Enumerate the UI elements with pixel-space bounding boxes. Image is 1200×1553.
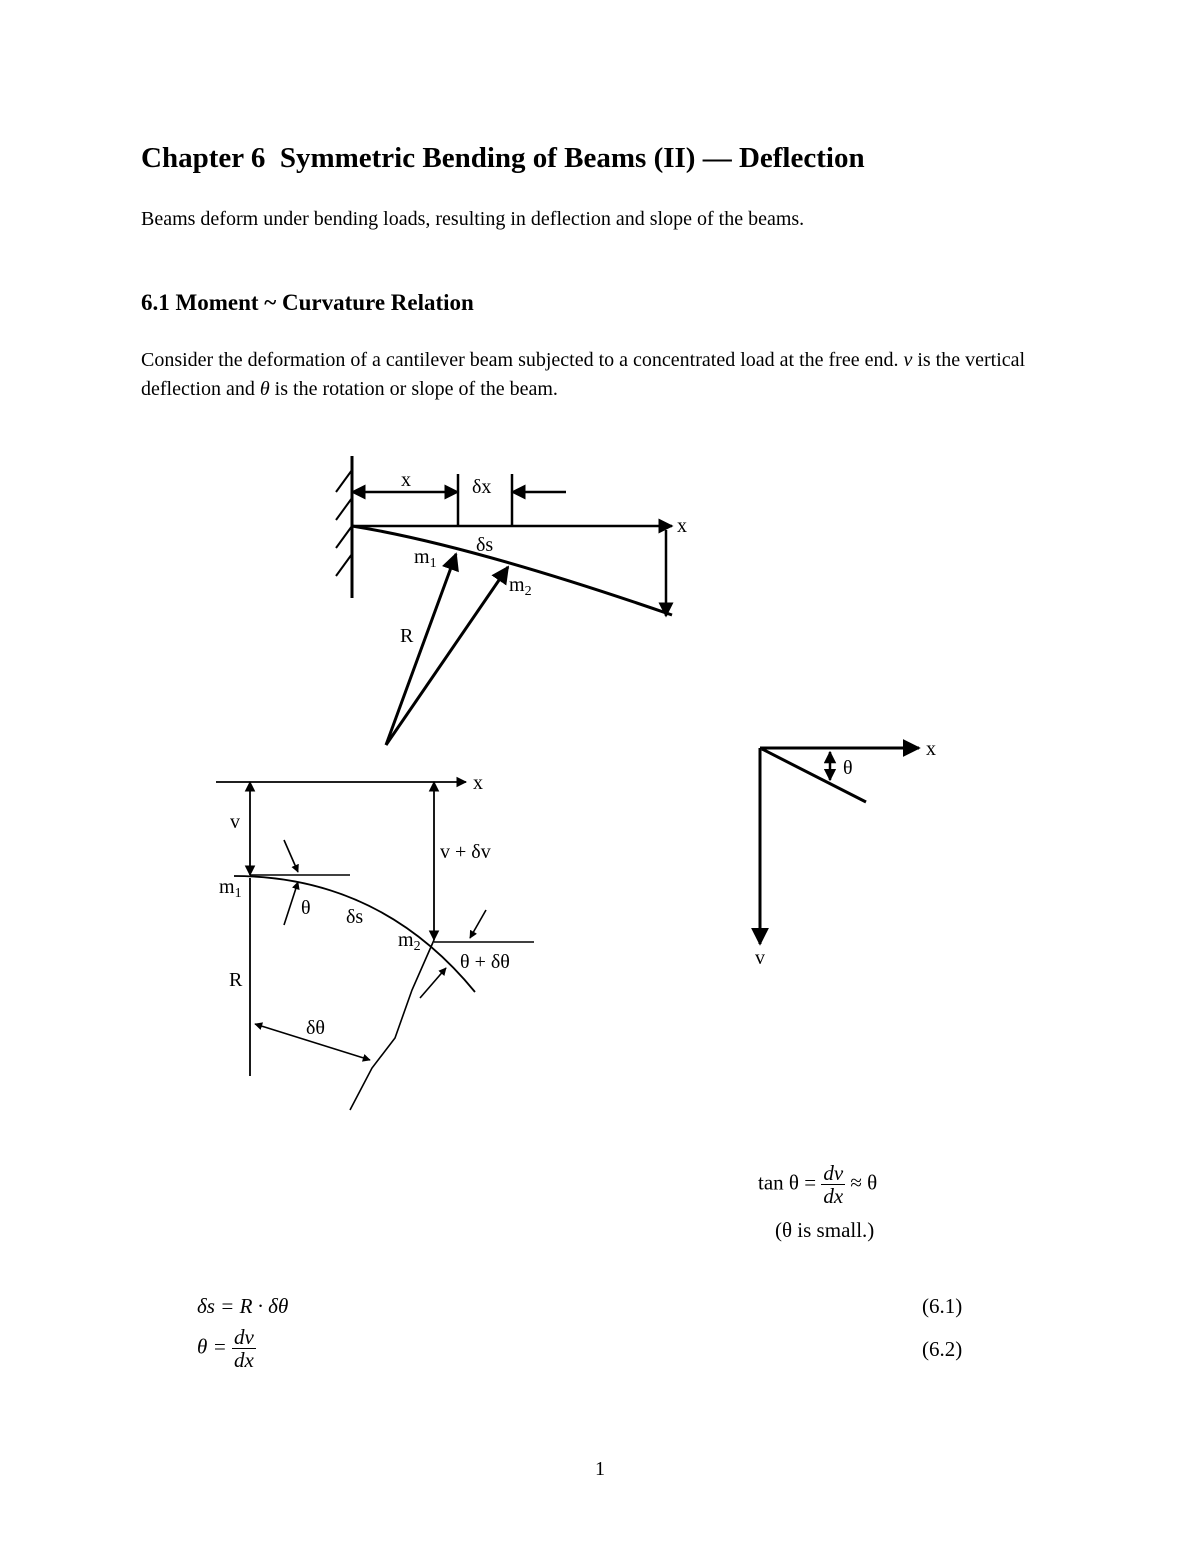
- label-x: x: [926, 738, 936, 760]
- eq62-fraction: [232, 1326, 256, 1371]
- deflected-beam-curve: [352, 526, 672, 615]
- eq62-lhs: θ =: [197, 1334, 232, 1359]
- label-x-dim: x: [401, 469, 411, 491]
- label-R: R: [229, 969, 243, 991]
- side-eq-rhs: ≈ θ: [850, 1170, 878, 1195]
- side-eq-denominator: dx: [823, 1184, 844, 1208]
- radius-line-2: [350, 940, 434, 1110]
- equation-6-2: [197, 1326, 256, 1371]
- label-m1: $m_1$: [414, 546, 437, 571]
- label-theta: θ: [843, 757, 853, 779]
- label-v-dv: v + δv: [440, 841, 491, 863]
- chapter-title: Chapter 6 Symmetric Bending of Beams (II) — Deflection: [141, 142, 865, 174]
- equation-6-1: δs = R · δθ: [197, 1294, 289, 1318]
- label-v: v: [230, 811, 240, 833]
- label-m1: $m_1$: [219, 876, 242, 901]
- side-eq-numerator: dv: [823, 1161, 844, 1185]
- label-theta: θ: [301, 897, 311, 919]
- theta-dtheta-arrow-lower: [420, 968, 446, 998]
- label-theta-dtheta: θ + δθ: [460, 951, 510, 973]
- curvature-figure: [216, 772, 534, 1110]
- side-equation: [758, 1162, 877, 1207]
- theta-arrow-lower: [284, 882, 298, 925]
- label-ds: δs: [346, 906, 364, 928]
- equation-number-6-2: (6.2): [922, 1337, 963, 1361]
- equation-number-6-1: (6.1): [922, 1294, 963, 1318]
- sign-convention-figure: [755, 738, 936, 969]
- page-number: 1: [595, 1458, 605, 1480]
- para-text-1: Consider the deformation of a cantilever beam subjected to a concentrated load at the free end.: [141, 349, 904, 371]
- eq62-denominator: dx: [234, 1348, 254, 1372]
- label-R: R: [400, 625, 414, 647]
- para-symbol-theta: θ: [259, 378, 270, 400]
- label-v: v: [755, 947, 765, 969]
- section-title: 6.1 Moment ~ Curvature Relation: [141, 290, 474, 315]
- theta-arrow-upper: [284, 840, 298, 872]
- theta-dtheta-arrow-upper: [470, 910, 486, 938]
- label-m2: $m_2$: [509, 574, 532, 599]
- cantilever-figure: [336, 456, 687, 745]
- label-m2: $m_2$: [398, 929, 421, 954]
- para-text-3: is the rotation or slope of the beam.: [269, 378, 558, 400]
- para-symbol-v: v: [903, 349, 913, 371]
- para-text-2: is the vertical deflection and: [141, 349, 1026, 400]
- eq62-numerator: dv: [234, 1325, 254, 1349]
- label-dtheta: δθ: [306, 1017, 326, 1039]
- label-x-axis: x: [473, 772, 483, 794]
- radius-arrow-1: [386, 554, 456, 745]
- label-x-axis: x: [677, 515, 687, 537]
- side-eq-lhs: tan θ =: [758, 1170, 822, 1195]
- side-equation-note: (θ is small.): [775, 1218, 875, 1242]
- beam-element-curve: [234, 876, 475, 992]
- label-dx: δx: [472, 476, 492, 498]
- wall-hatching: [336, 470, 352, 576]
- radius-arrow-2: [386, 567, 508, 745]
- intro-paragraph: Beams deform under bending loads, resulting in deflection and slope of the beams.: [141, 208, 805, 230]
- label-ds: δs: [476, 534, 494, 556]
- side-eq-fraction: [821, 1162, 845, 1207]
